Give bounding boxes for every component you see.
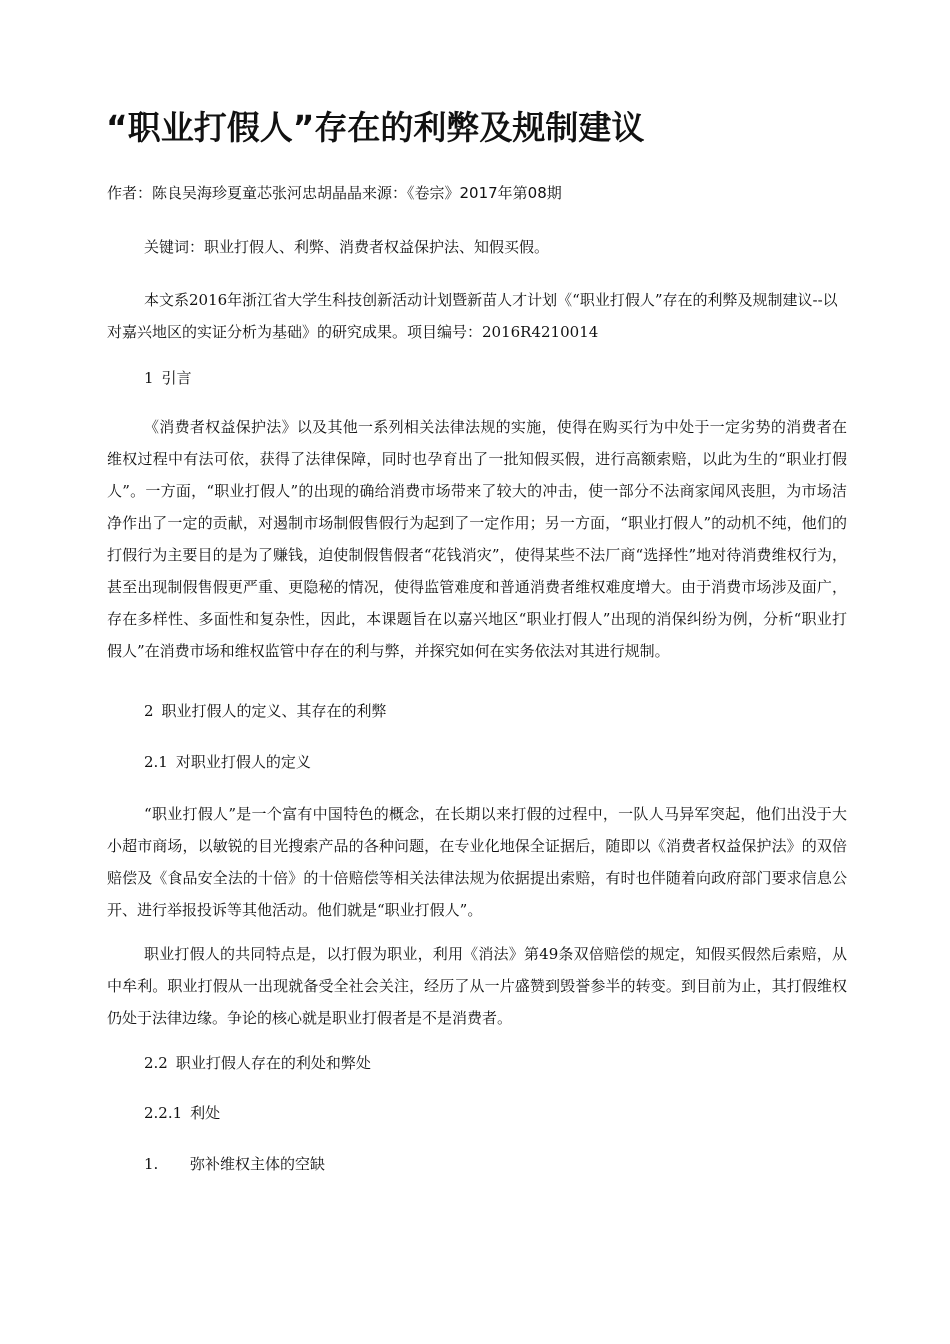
section-heading-2-2-1 — [144, 1101, 220, 1125]
section-number: 2.1 — [144, 753, 168, 771]
keywords: 关键词：职业打假人、利弊、消费者权益保护法、知假买假。 — [144, 238, 550, 256]
section-number: 2.2 — [144, 1054, 168, 1072]
section-number: 2.2.1 — [144, 1104, 183, 1122]
section-title: 利处 — [190, 1104, 221, 1122]
section-heading-2 — [144, 699, 387, 723]
article-title: “职业打假人”存在的利弊及规制建议 — [106, 108, 645, 147]
section-number: 2 — [144, 702, 154, 720]
paragraph-definition: “职业打假人”是一个富有中国特色的概念，在长期以来打假的过程中，一队人马异军突起，他们出没于大小超市商场，以敏锐的目光搜索产品的各种问题，在专业化地保全证据后，随即以《消费者权益保护法》的双倍赔偿及《食品安全法的十倍》的十倍赔偿等相关法律法规为依据提出索赔，有时也伴随着向政府部门要求信息公开、进行举报投诉等其他活动。他们就是“职业打假人”。 — [107, 805, 847, 919]
paragraph-features: 职业打假人的共同特点是，以打假为职业，利用《消法》第49条双倍赔偿的规定，知假买假然后索赔，从中牟利。职业打假从一出现就备受全社会关注，经历了从一片盛赞到毁誉参半的转变。到目前为止，其打假维权仍处于法律边缘。争论的核心就是职业打假者是不是消费者。 — [107, 945, 847, 1027]
funding-note: 本文系2016年浙江省大学生科技创新活动计划暨新苗人才计划《“职业打假人”存在的利弊及规制建议--以对嘉兴地区的实证分析为基础》的研究成果。项目编号：2016R4210014 — [107, 291, 838, 341]
section-title: 引言 — [161, 369, 192, 387]
section-heading-2-1 — [144, 750, 311, 774]
section-title: 职业打假人存在的利处和弊处 — [175, 1054, 371, 1072]
article-meta: 作者：陈良吴海珍夏童芯张河忠胡晶晶来源：《卷宗》2017年第08期 — [107, 184, 562, 202]
section-title: 职业打假人的定义、其存在的利弊 — [161, 702, 387, 720]
section-heading-1 — [144, 366, 192, 390]
section-number: 1 — [144, 369, 154, 387]
list-item — [144, 1152, 325, 1176]
section-heading-2-2 — [144, 1051, 371, 1075]
section-title: 对职业打假人的定义 — [175, 753, 311, 771]
paragraph-intro: 《消费者权益保护法》以及其他一系列相关法律法规的实施，使得在购买行为中处于一定劣势的消费者在维权过程中有法可依，获得了法律保障，同时也孕育出了一批知假买假，进行高额索赔，以此为生的“职业打假人”。一方面，“职业打假人”的出现的确给消费市场带来了较大的冲击，使一部分不法商家闻风丧胆，为市场洁净作出了一定的贡献，对遏制市场制假售假行为起到了一定作用；另一方面，“职业打假人”的动机不纯，他们的打假行为主要目的是为了赚钱，迫使制假售假者“花钱消灾”，使得某些不法厂商“选择性”地对待消费维权行为，甚至出现制假售假更严重、更隐秘的情况，使得监管难度和普通消费者维权难度增大。由于消费市场涉及面广，存在多样性、多面性和复杂性，因此，本课题旨在以嘉兴地区“职业打假人”出现的消保纠纷为例，分析“职业打假人”在消费市场和维权监管中存在的利与弊，并探究如何在实务依法对其进行规制。 — [107, 418, 847, 660]
list-item-number: 1. — [144, 1155, 159, 1173]
list-item-text: 弥补维权主体的空缺 — [190, 1155, 326, 1173]
